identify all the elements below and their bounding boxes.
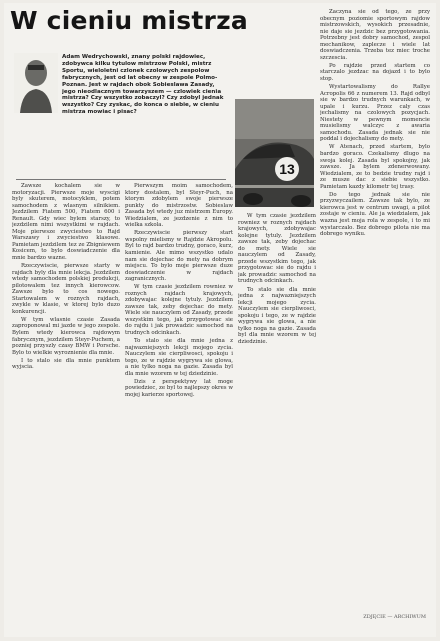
col2-p1: Pierwszym moim samochodem, ktory dostalem, byl Steyr-Puch, na ktorym zdobylem swoje pierwsze punkty do mistrzostw. Sobieslaw Zasada byl wtedy juz mistrzem Europy. Wiedzialem, ze jezdzenie z nim to wielka szkola.: [125, 183, 233, 229]
column-right: [320, 9, 430, 609]
col3b-p2: To stalo sie dla mnie jedna z najwazniejszych lekcji mojego zycia. Nauczylem sie cierpliwosci, spokoju i tego, ze w rajdzie wygrywa sie glowa, a nie tylko noga na gazie. Zasada byl dla mnie wzorem w tej dziedzinie.: [238, 286, 316, 345]
col3b-p1: W tym czasie jezdzilem rowniez w roznych rajdach krajowych, zdobywajac kolejne tytuly. Jezdzilem zawsze tak, zeby dojechac do mety. Wiele sie nauczylem od Zasady, przede wszystkim tego, jak przygotowac sie do rajdu i jak prowadzic samochod na trudnych odcinkach.: [238, 213, 316, 285]
col2-p3: W tym czasie jezdzilem rowniez w roznych rajdach krajowych, zdobywajac kolejne tytuly. Jezdzilem zawsze tak, zeby dojechac do mety. Wiele sie nauczylem od Zasady, przede wszystkim tego, jak przygotowac sie do rajdu i jak prowadzic samochod na trudnych odcinkach.: [125, 284, 233, 337]
svg-text:13: 13: [279, 161, 295, 177]
portrait-illustration: [14, 53, 58, 113]
col3-p5: Do tego jednak sie nie przyzwyczailem. Zawsze tak bylo, ze kierowca jest w centrum uwagi, a pilot zostaje w cieniu. Ale ja wiedzialem, jak wazna jest moja rola w zespole, i to mi wystarczalo. Bez dobrego pilota nie ma dobrego wyniku.: [320, 191, 430, 238]
rally-car-photo: [235, 99, 314, 207]
column-middle: [125, 183, 233, 628]
column-left: [12, 183, 120, 628]
column-center-lower: [238, 213, 316, 628]
col3-p2: Po rajdzie przed startem co starczalo jezdzac na dojazd i to bylo stop.: [320, 62, 430, 82]
col3-p4: W Atenach, przed startem, bylo bardzo goraco. Czekalismy dlugo na swoja kolej. Zasada byl spokojny, jak zawsze. Ja bylem zdenerwowany. Wiedzialem, ze to bedzie trudny rajd i ze musze dac z siebie wszystko. Pamietam kazdy kilometr tej trasy.: [320, 144, 430, 190]
lead-paragraph: Adam Wedrychowski, znany polski rajdowiec, zdobywca kilku tytulow mistrzow Polski, mistrz Sportu, wieloletni czlonek czolowych zespolow fabrycznych, jest od lat obecny w zespole Polmo-Poznan. Jest w rajdach obok Sobieslawa Zasady, jego nieodlacznym towarzyszem — czlowiek cienia mistrza? Czy wszystko zobaczyl? Czy zdobyl jednak wszystko? Czy zyskac, do konca o siebie, w cieniu mistrza mowiac i pisac?: [62, 54, 224, 116]
photo-credit: ZDJĘCIE — ARCHIWUM: [363, 614, 426, 620]
col3-p1: Zaczyna sie od tego, ze przy obecnym poziomie sportowym rajdow mistrzowskich, wysokich przesadnie, nie daje sie jezdzic bez przygotowania. Potrzebny jest dobry samochod, zespol mechanikow, zaplecze i wiele lat doswiadczenia. Trzeba tez miec troche szczescia.: [320, 9, 430, 61]
col3-p3: Wystartowalismy do Rallye Acropolis 66 z numerem 13. Rajd odbyl sie w bardzo trudnych warunkach, w upale i kurzu. Przez caly czas jechalismy na czolowych pozycjach. Niestety w pewnym momencie musielismy walczyc z awaria samochodu. Zasada jednak sie nie poddal i dojechalismy do mety.: [320, 84, 430, 143]
col2-p5: Dzis z perspektywy lat moge powiedziec, ze byl to najlepszy okres w mojej karierze sportowej.: [125, 378, 233, 398]
divider: [16, 179, 226, 180]
col1-p4: I to stalo sie dla mnie punktem wyjscia.: [12, 357, 120, 371]
col2-p2: Rzeczywiscie pierwszy start wspolny mielismy w Rajdzie Akropolu. Byl to rajd bardzo trudny, goraco, kurz, kamienie. Ale mimo wszystko udalo nam sie dojechac do mety na dobrym miejscu. To bylo moje pierwsze duze doswiadczenie w rajdach zagranicznych.: [125, 230, 233, 283]
col2-p4: To stalo sie dla mnie jedna z najwazniejszych lekcji mojego zycia. Nauczylem sie cierpliwosci, spokoju i tego, ze w rajdzie wygrywa sie glowa, a nie tylko noga na gazie. Zasada byl dla mnie wzorem w tej dziedzinie.: [125, 338, 233, 377]
col1-p3: W tym wlasnie czasie Zasada zaproponowal mi jazde w jego zespole. Bylem wtedy kierowca rajdowym fabrycznym, jezdzilem Steyr-Puchem, a pozniej przyszly czasy BMW i Porsche. Bylo to wielkie wyroznienie dla mnie.: [12, 316, 120, 356]
headline: W cieniu mistrza: [10, 6, 248, 35]
newspaper-page: [4, 3, 436, 637]
col1-p1: Zawsze kochalem sie w motoryzacji. Pierwsze moje wyscigi byly skuterem, motocyklem, potem samochodem z wlasnym silnikiem. Jezdzilem Fiatem 500, Fiatem 600 i Renault. Gdy wiec bylem starszy, to jezdzilem nimi wszystkimi w rajdach. Moje pierwsze zwyciestwo to Rajd Warszawy i zwyciestwo klasowe. Pamietam jezdzilem tez ze Zbigniewem Kosicem, to bylo doswiadczenie dla mnie bardzo wazne.: [12, 183, 120, 262]
col1-p2: Rzeczywiscie, pierwsze starty w rajdach byly dla mnie lekcja. Jezdzilem wtedy samochodem polskiej produkcji, pilotowalem tez innych kierowcow. Zawsze bylo to cos nowego. Startowalem w roznych rajdach, zwykle w klasie, w ktorej bylo duzo konkurencji.: [12, 263, 120, 315]
